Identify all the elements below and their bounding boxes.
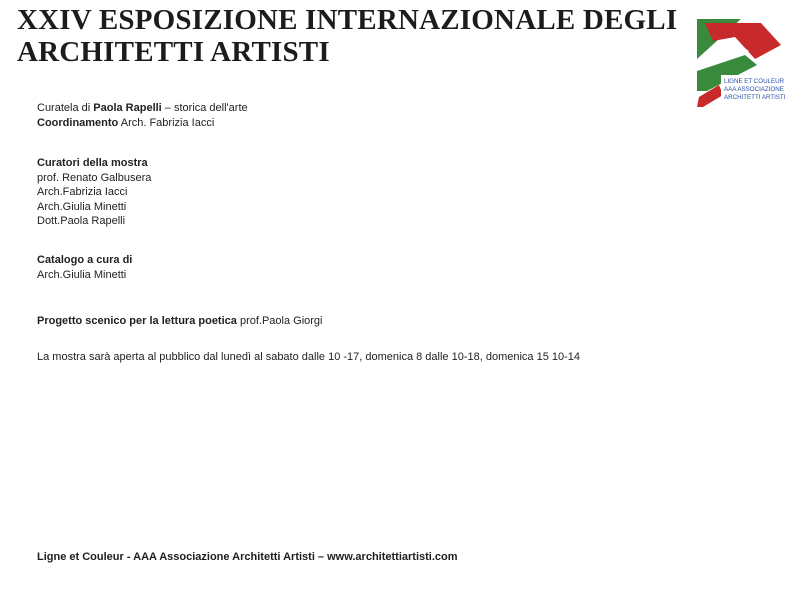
logo-text-3: ARCHITETTI ARTISTI (724, 94, 785, 101)
coordinamento-line (37, 116, 248, 131)
footer-text: Ligne et Couleur - AAA Associazione Architetti Artisti – www.architettiartisti.com (37, 551, 458, 563)
curatori-heading: Curatori della mostra (37, 157, 148, 169)
progetto-line (37, 314, 323, 329)
catalogo-heading: Catalogo a cura di (37, 254, 133, 266)
logo-text-2: AAA ASSOCIAZIONE (724, 86, 784, 93)
page-title (17, 4, 677, 68)
aaa-logo-icon (697, 19, 785, 107)
progetto-label: Progetto scenico per la lettura poetica (37, 315, 237, 327)
curatela-name: Paola Rapelli (93, 102, 162, 114)
coordinamento-label: Coordinamento (37, 116, 119, 129)
curatela-line (37, 101, 248, 116)
curatela-block (37, 101, 248, 130)
title-line-1: XXIV ESPOSIZIONE INTERNAZIONALE DEGLI (17, 4, 678, 36)
curatela-prefix: Curatela di (37, 102, 94, 114)
coordinamento-value: Arch. Fabrizia Iacci (118, 116, 215, 129)
curatore-name: prof. Renato Galbusera (37, 171, 152, 184)
catalogo-name: Arch.Giulia Minetti (37, 268, 127, 281)
title-line-2: ARCHITETTI ARTISTI (17, 36, 330, 68)
curatore-name: Arch.Giulia Minetti (37, 200, 127, 213)
curatori-block (37, 156, 151, 229)
curatela-suffix: – storica dell'arte (161, 102, 248, 114)
logo-text-1: LIGNE ET COULEUR (724, 78, 785, 85)
progetto-block (37, 314, 323, 329)
catalogo-block (37, 253, 132, 282)
opening-hours: La mostra sarà aperta al pubblico dal lunedì al sabato dalle 10 -17, domenica 8 dalle 10-18, domenica 15 10-14 (37, 351, 581, 363)
curatore-name: Arch.Fabrizia Iacci (37, 186, 128, 199)
curatore-name: Dott.Paola Rapelli (37, 215, 126, 228)
progetto-value: prof.Paola Giorgi (236, 315, 323, 327)
